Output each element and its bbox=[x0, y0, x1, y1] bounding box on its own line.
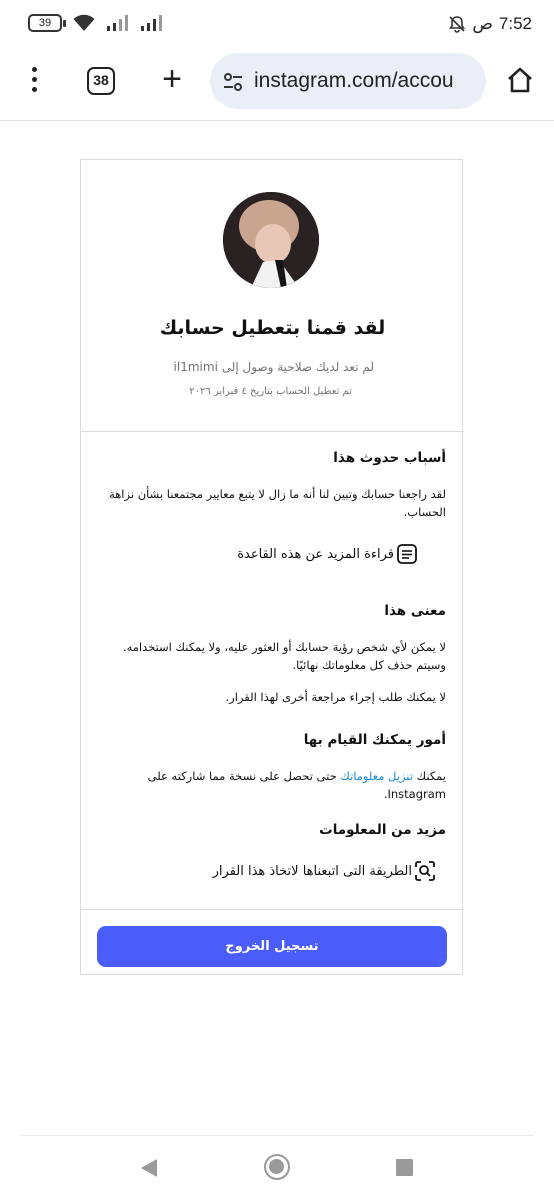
logout-button[interactable]: تسجيل الخروج bbox=[97, 926, 447, 967]
battery-icon bbox=[28, 14, 62, 32]
reasons-title: أسباب حدوث هذا bbox=[333, 450, 446, 466]
download-info-link[interactable]: تنزيل معلوماتك bbox=[340, 769, 413, 783]
document-icon bbox=[396, 543, 418, 565]
home-icon[interactable] bbox=[506, 66, 534, 94]
decision-method-label: الطريقة التى اتبعناها لاتخاذ هذا القرار bbox=[212, 863, 412, 879]
am-pm-label: ص bbox=[472, 14, 493, 33]
browser-toolbar bbox=[0, 50, 554, 112]
address-bar[interactable] bbox=[210, 53, 486, 109]
tabs-icon[interactable] bbox=[87, 67, 115, 95]
disabled-date-text: تم تعطيل الحساب بتاريخ ٤ فبراير ٢٠٢٦ bbox=[189, 386, 352, 397]
search-review-icon bbox=[414, 860, 436, 882]
status-bar bbox=[0, 0, 554, 50]
battery-level: 39 bbox=[38, 17, 52, 29]
signal-icon bbox=[106, 14, 130, 32]
meaning-body-1: لا يمكن لأي شخص رؤية حسابك أو العثور عليه، ولا يمكنك استخدامه. وسيتم حذف كل معلوماتك نهائيًا. bbox=[122, 640, 446, 672]
read-more-rule-link[interactable] bbox=[237, 543, 418, 565]
system-nav-bar bbox=[0, 1140, 554, 1200]
menu-dots-icon[interactable] bbox=[22, 64, 46, 98]
more-info-title: مزيد من المعلومات bbox=[319, 822, 446, 838]
back-triangle-icon[interactable] bbox=[139, 1157, 159, 1179]
disabled-account-card bbox=[80, 159, 463, 975]
page-title: لقد قمنا بتعطيل حسابك bbox=[159, 317, 386, 339]
avatar-photo bbox=[223, 192, 319, 288]
section-divider bbox=[81, 909, 464, 910]
reasons-body: لقد راجعنا حسابك وتبين لنا أنه ما زال لا يتبع معايير مجتمعنا بشأن نزاهة الحساب. bbox=[109, 487, 446, 519]
url-text: instagram.com/accou bbox=[254, 69, 454, 92]
nav-divider bbox=[20, 1135, 534, 1136]
section-divider bbox=[81, 431, 464, 432]
recents-square-icon[interactable] bbox=[396, 1159, 413, 1176]
account-access-text: لم تعد لديك صلاحية وصول إلى il1mimi bbox=[173, 360, 374, 374]
wifi-icon bbox=[72, 14, 96, 32]
home-circle-icon[interactable] bbox=[264, 1154, 290, 1180]
decision-method-link[interactable] bbox=[213, 860, 436, 882]
status-icons-left bbox=[28, 14, 164, 32]
avatar bbox=[223, 192, 319, 288]
status-time-group bbox=[448, 14, 532, 34]
actions-prefix: يمكنك bbox=[412, 769, 446, 783]
meaning-title: معنى هذا bbox=[384, 603, 446, 619]
site-settings-icon[interactable] bbox=[222, 71, 244, 93]
signal-icon bbox=[140, 14, 164, 32]
toolbar-divider bbox=[0, 120, 554, 121]
plus-icon[interactable]: + bbox=[162, 60, 182, 98]
actions-suffix: حتى تحصل على نسخة مما شاركته على Instagram. bbox=[147, 769, 446, 801]
clock-time: 7:52 bbox=[498, 14, 532, 33]
read-more-rule-label: قراءة المزيد عن هذه القاعدة bbox=[237, 546, 394, 562]
tab-count: 38 bbox=[93, 72, 109, 88]
mute-bell-icon bbox=[448, 15, 466, 33]
actions-body bbox=[94, 767, 446, 803]
actions-title: أمور يمكنك القيام بها bbox=[303, 732, 446, 748]
meaning-body-2: لا يمكنك طلب إجراء مراجعة أخرى لهذا القرار. bbox=[225, 690, 446, 704]
